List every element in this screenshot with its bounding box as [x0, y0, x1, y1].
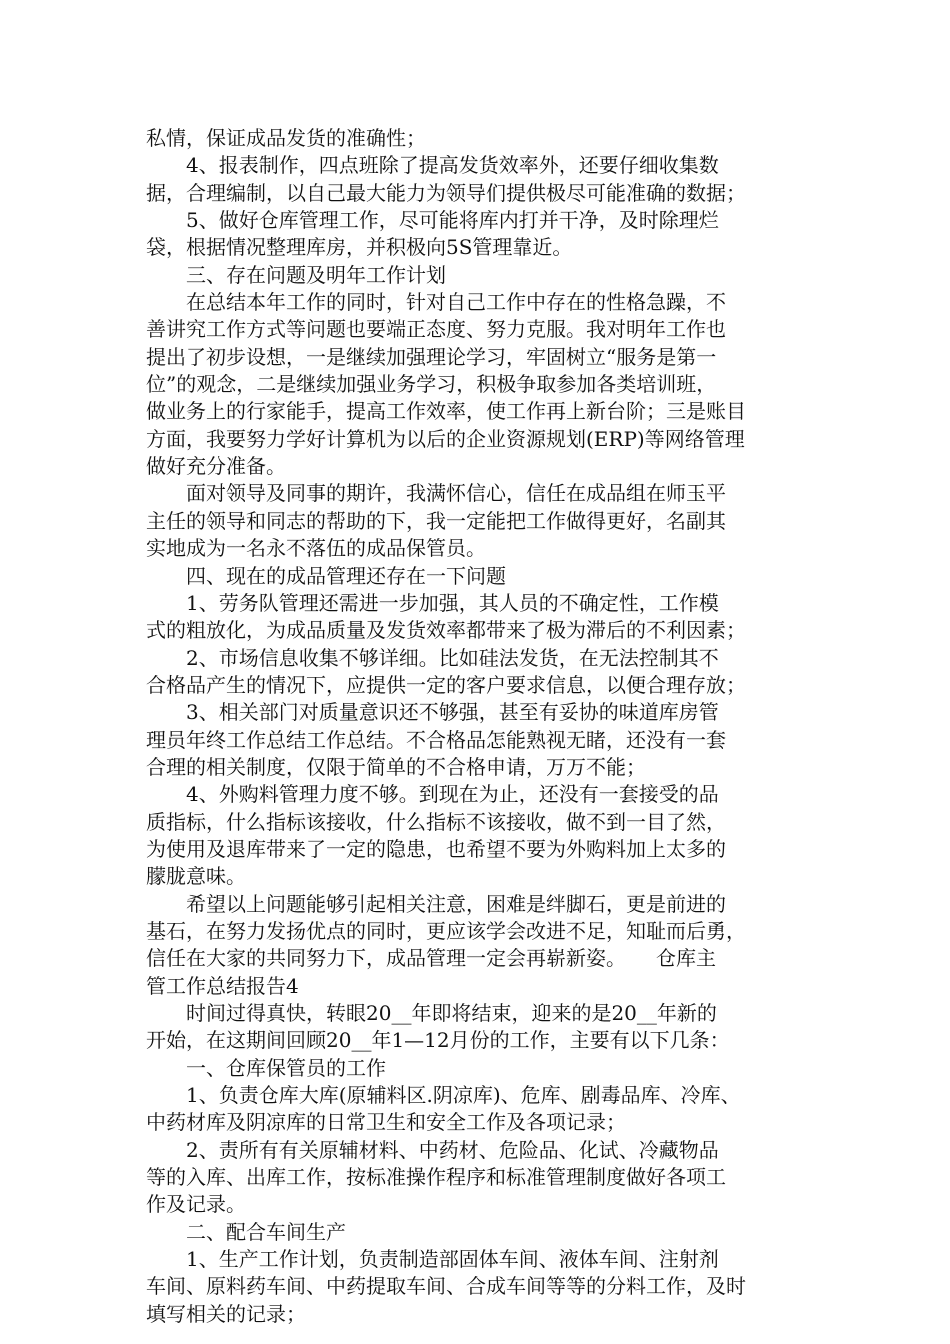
- text-line: 1、负责仓库大库(原辅料区.阴凉库)、危库、剧毒品库、冷库、: [146, 1083, 741, 1108]
- text-line: 填写相关的记录；: [146, 1301, 306, 1326]
- text-line: 实地成为一名永不落伍的成品保管员。: [146, 536, 486, 561]
- text-line: 为使用及退库带来了一定的隐患，也希望不要为外购料加上太多的: [146, 836, 726, 861]
- text-line: 三、存在问题及明年工作计划: [146, 262, 446, 287]
- text-line: 一、仓库保管员的工作: [146, 1055, 386, 1080]
- text-line: 四、现在的成品管理还存在一下问题: [146, 563, 506, 588]
- text-line: 提出了初步设想，一是继续加强理论学习，牢固树立“服务是第一: [146, 344, 717, 369]
- text-line: 善讲究工作方式等问题也要端正态度、努力克服。我对明年工作也: [146, 317, 726, 342]
- text-line: 位”的观念，二是继续加强业务学习，积极争取参加各类培训班，: [146, 372, 717, 397]
- text-line: 合格品产生的情况下，应提供一定的客户要求信息，以便合理存放；: [146, 672, 746, 697]
- text-line: 2、责所有有关原辅材料、中药材、危险品、化试、冷藏物品: [146, 1137, 719, 1162]
- text-line: 主任的领导和同志的帮助的下，我一定能把工作做得更好，名副其: [146, 508, 726, 533]
- text-line: 式的粗放化，为成品质量及发货效率都带来了极为滞后的不利因素；: [146, 618, 746, 643]
- text-line: 作及记录。: [146, 1192, 246, 1217]
- text-line: 希望以上问题能够引起相关注意，困难是绊脚石，更是前进的: [146, 891, 726, 916]
- text-line: 做好充分准备。: [146, 454, 286, 479]
- text-line: 方面，我要努力学好计算机为以后的企业资源规划(ERP)等网络管理: [146, 426, 745, 451]
- text-line: 5、做好仓库管理工作，尽可能将库内打并干净，及时除理烂: [146, 208, 719, 233]
- text-line: 时间过得真快，转眼20__年即将结束，迎来的是20__年新的: [146, 1001, 717, 1025]
- text-line: 1、生产工作计划，负责制造部固体车间、液体车间、注射剂: [146, 1247, 719, 1272]
- text-line: 做业务上的行家能手，提高工作效率，使工作再上新台阶；三是账目: [146, 399, 746, 424]
- text-line: 理员年终工作总结工作总结。不合格品怎能熟视无睹，还没有一套: [146, 727, 726, 752]
- text-line: 面对领导及同事的期许，我满怀信心，信任在成品组在师玉平: [146, 481, 726, 506]
- document-body: [146, 125, 826, 1328]
- text-line: 私情，保证成品发货的准确性；: [146, 126, 426, 150]
- text-line: 3、相关部门对质量意识还不够强，甚至有妥协的味道库房管: [146, 700, 719, 725]
- text-line: 2、市场信息收集不够详细。比如硅法发货，在无法控制其不: [146, 645, 719, 670]
- text-line: 车间、原料药车间、中药提取车间、合成车间等等的分料工作，及时: [146, 1274, 746, 1299]
- text-line: 朦胧意味。: [146, 864, 246, 889]
- text-line: 中药材库及阴凉库的日常卫生和安全工作及各项记录；: [146, 1110, 626, 1135]
- text-line: 在总结本年工作的同时，针对自己工作中存在的性格急躁，不: [146, 290, 726, 315]
- text-line: 4、报表制作，四点班除了提高发货效率外，还要仔细收集数: [146, 153, 719, 178]
- text-line: 合理的相关制度，仅限于简单的不合格申请，万万不能；: [146, 754, 646, 779]
- text-line: 基石，在努力发扬优点的同时，更应该学会改进不足，知耻而后勇，: [146, 918, 746, 943]
- text-line: 等的入库、出库工作，按标准操作程序和标准管理制度做好各项工: [146, 1165, 726, 1190]
- text-line: 袋，根据情况整理库房，并积极向5S管理靠近。: [146, 235, 573, 260]
- text-line: 质指标，什么指标该接收，什么指标不该接收，做不到一目了然，: [146, 809, 726, 834]
- text-line: 开始，在这期间回顾20__年1—12月份的工作，主要有以下几条：: [146, 1028, 730, 1053]
- text-line: 管工作总结报告4: [146, 973, 299, 998]
- text-line: 4、外购料管理力度不够。到现在为止，还没有一套接受的品: [146, 782, 719, 807]
- text-line: 1、劳务队管理还需进一步加强，其人员的不确定性，工作模: [146, 590, 719, 615]
- text-line: 二、配合车间生产: [146, 1219, 346, 1244]
- text-line: 据，合理编制，以自己最大能力为领导们提供极尽可能准确的数据；: [146, 180, 746, 205]
- text-line: 信任在大家的共同努力下，成品管理一定会再崭新姿。 仓库主: [146, 946, 716, 971]
